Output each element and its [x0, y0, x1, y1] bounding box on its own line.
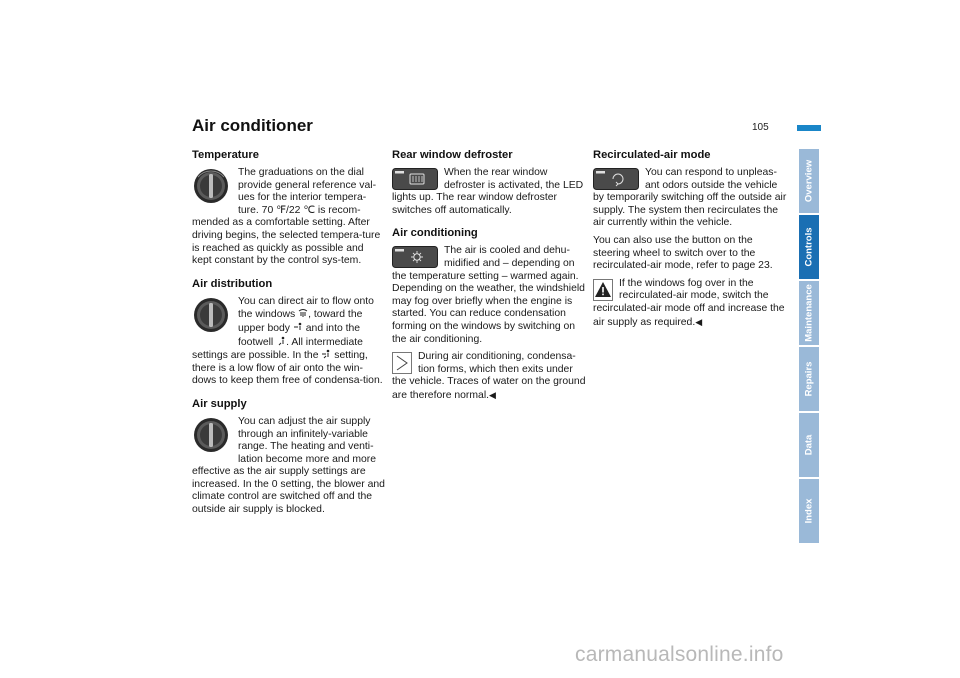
tab-controls[interactable]	[799, 215, 819, 279]
footwell-icon	[276, 336, 286, 346]
page-number: 105	[752, 122, 769, 133]
section-air-supply	[192, 397, 386, 517]
air-distribution-text-3: and into the footwell	[238, 322, 361, 348]
recirculated-air-warning	[593, 278, 787, 329]
section-rear-defroster	[392, 148, 586, 217]
air-distribution-text-5: setting, there is a low flow of air onto the win-dows to keep them free of condensa-tion.	[192, 350, 383, 387]
page-title: Air conditioner	[192, 116, 313, 135]
section-air-conditioning	[392, 226, 586, 402]
column-middle	[392, 148, 586, 412]
temperature-text: The graduations on the dial provide general reference val-ues for the interior tempera-ture. 70 ℉/22 ℃ is recom-mended as a comfortable setting. After driving begins, the selected tempera-ture is reached as quickly as possible and kept constant by the control sys-tem.	[192, 167, 381, 267]
watermark: carmanualsonline.info	[575, 643, 784, 666]
heading-air-conditioning: Air conditioning	[392, 227, 478, 240]
ac-button-icon	[392, 246, 438, 268]
rear-defroster-text: When the rear window defroster is activated, the LED lights up. The rear window defroster switches off automatically.	[392, 167, 584, 216]
tab-repairs-label: Repairs	[803, 361, 815, 397]
air-distribution-text-2: , toward the upper body	[238, 309, 363, 334]
warning-triangle-icon	[593, 279, 613, 301]
tab-repairs[interactable]	[799, 347, 819, 411]
note-triangle-icon	[392, 352, 412, 374]
air-conditioning-note-text: During air conditioning, condensa-tion forms, which then exits under the vehicle. Traces of water on the ground are therefore normal.	[392, 351, 586, 401]
tab-overview[interactable]	[799, 149, 819, 213]
heading-rear-defroster: Rear window defroster	[392, 149, 513, 161]
page-number-bar	[797, 125, 821, 131]
heading-recirculated-air: Recirculated-air mode	[593, 149, 711, 161]
recirculated-air-text-2: You can also use the button on the steering wheel to switch over to the recirculated-air mode, refer to page 23.	[593, 234, 773, 272]
air-conditioning-note	[392, 351, 586, 402]
mixed-setting-icon	[321, 349, 331, 359]
recirculated-air-warning-text: If the windows fog over in the recirculated-air mode, switch the recirculated-air mode off and increase the air supply as required.	[593, 277, 785, 328]
tab-overview-label: Overview	[803, 159, 815, 203]
tab-maintenance[interactable]	[799, 281, 819, 345]
upper-body-icon	[293, 322, 303, 332]
recirculation-button-icon	[593, 168, 639, 190]
chapter-tabs	[799, 149, 819, 545]
air-distribution-dial-icon	[192, 296, 232, 334]
tab-controls-label: Controls	[803, 227, 815, 267]
air-conditioning-text: The air is cooled and dehu-midified and – depending on the temperature setting – warmed again. Depending on the weather, the windshield may fog over briefly when the engine is started. You can reduce condensation forming on the windows by switching on the air conditioning.	[392, 245, 585, 345]
end-mark: ◀	[489, 389, 496, 400]
column-right	[593, 148, 787, 338]
section-air-distribution	[192, 277, 386, 388]
heading-air-supply: Air supply	[192, 397, 247, 410]
tab-index[interactable]	[799, 479, 819, 543]
end-mark: ◀	[695, 316, 703, 327]
section-temperature	[192, 148, 386, 268]
heading-air-distribution: Air distribution	[192, 277, 273, 290]
recirculated-air-text-1: You can respond to unpleas-ant odors outside the vehicle by temporarily switching off the outside air supply. The system then recirculates the air currently within the vehicle.	[593, 167, 787, 229]
section-recirculated-air	[593, 148, 787, 329]
windshield-icon	[298, 308, 308, 318]
air-distribution-text-4: . All intermediate settings are possible. In the	[192, 336, 363, 362]
air-supply-dial-icon	[192, 416, 232, 454]
temperature-dial-icon	[192, 167, 232, 205]
tab-index-label: Index	[803, 498, 815, 524]
heading-temperature: Temperature	[192, 149, 259, 161]
rear-defroster-button-icon	[392, 168, 438, 190]
tab-data-label: Data	[803, 434, 815, 456]
tab-maintenance-label: Maintenance	[803, 284, 815, 342]
tab-data[interactable]	[799, 413, 819, 477]
column-left	[192, 148, 386, 526]
air-supply-text: You can adjust the air supply through an infinitely-variable range. The heating and venti-lation become more and more effective as the air supply settings are increased. In the 0 setting, the blower and climate control are switched off and the outside air supply is blocked.	[192, 415, 385, 516]
air-distribution-text-1: You can direct air to flow onto the windows	[238, 295, 374, 321]
